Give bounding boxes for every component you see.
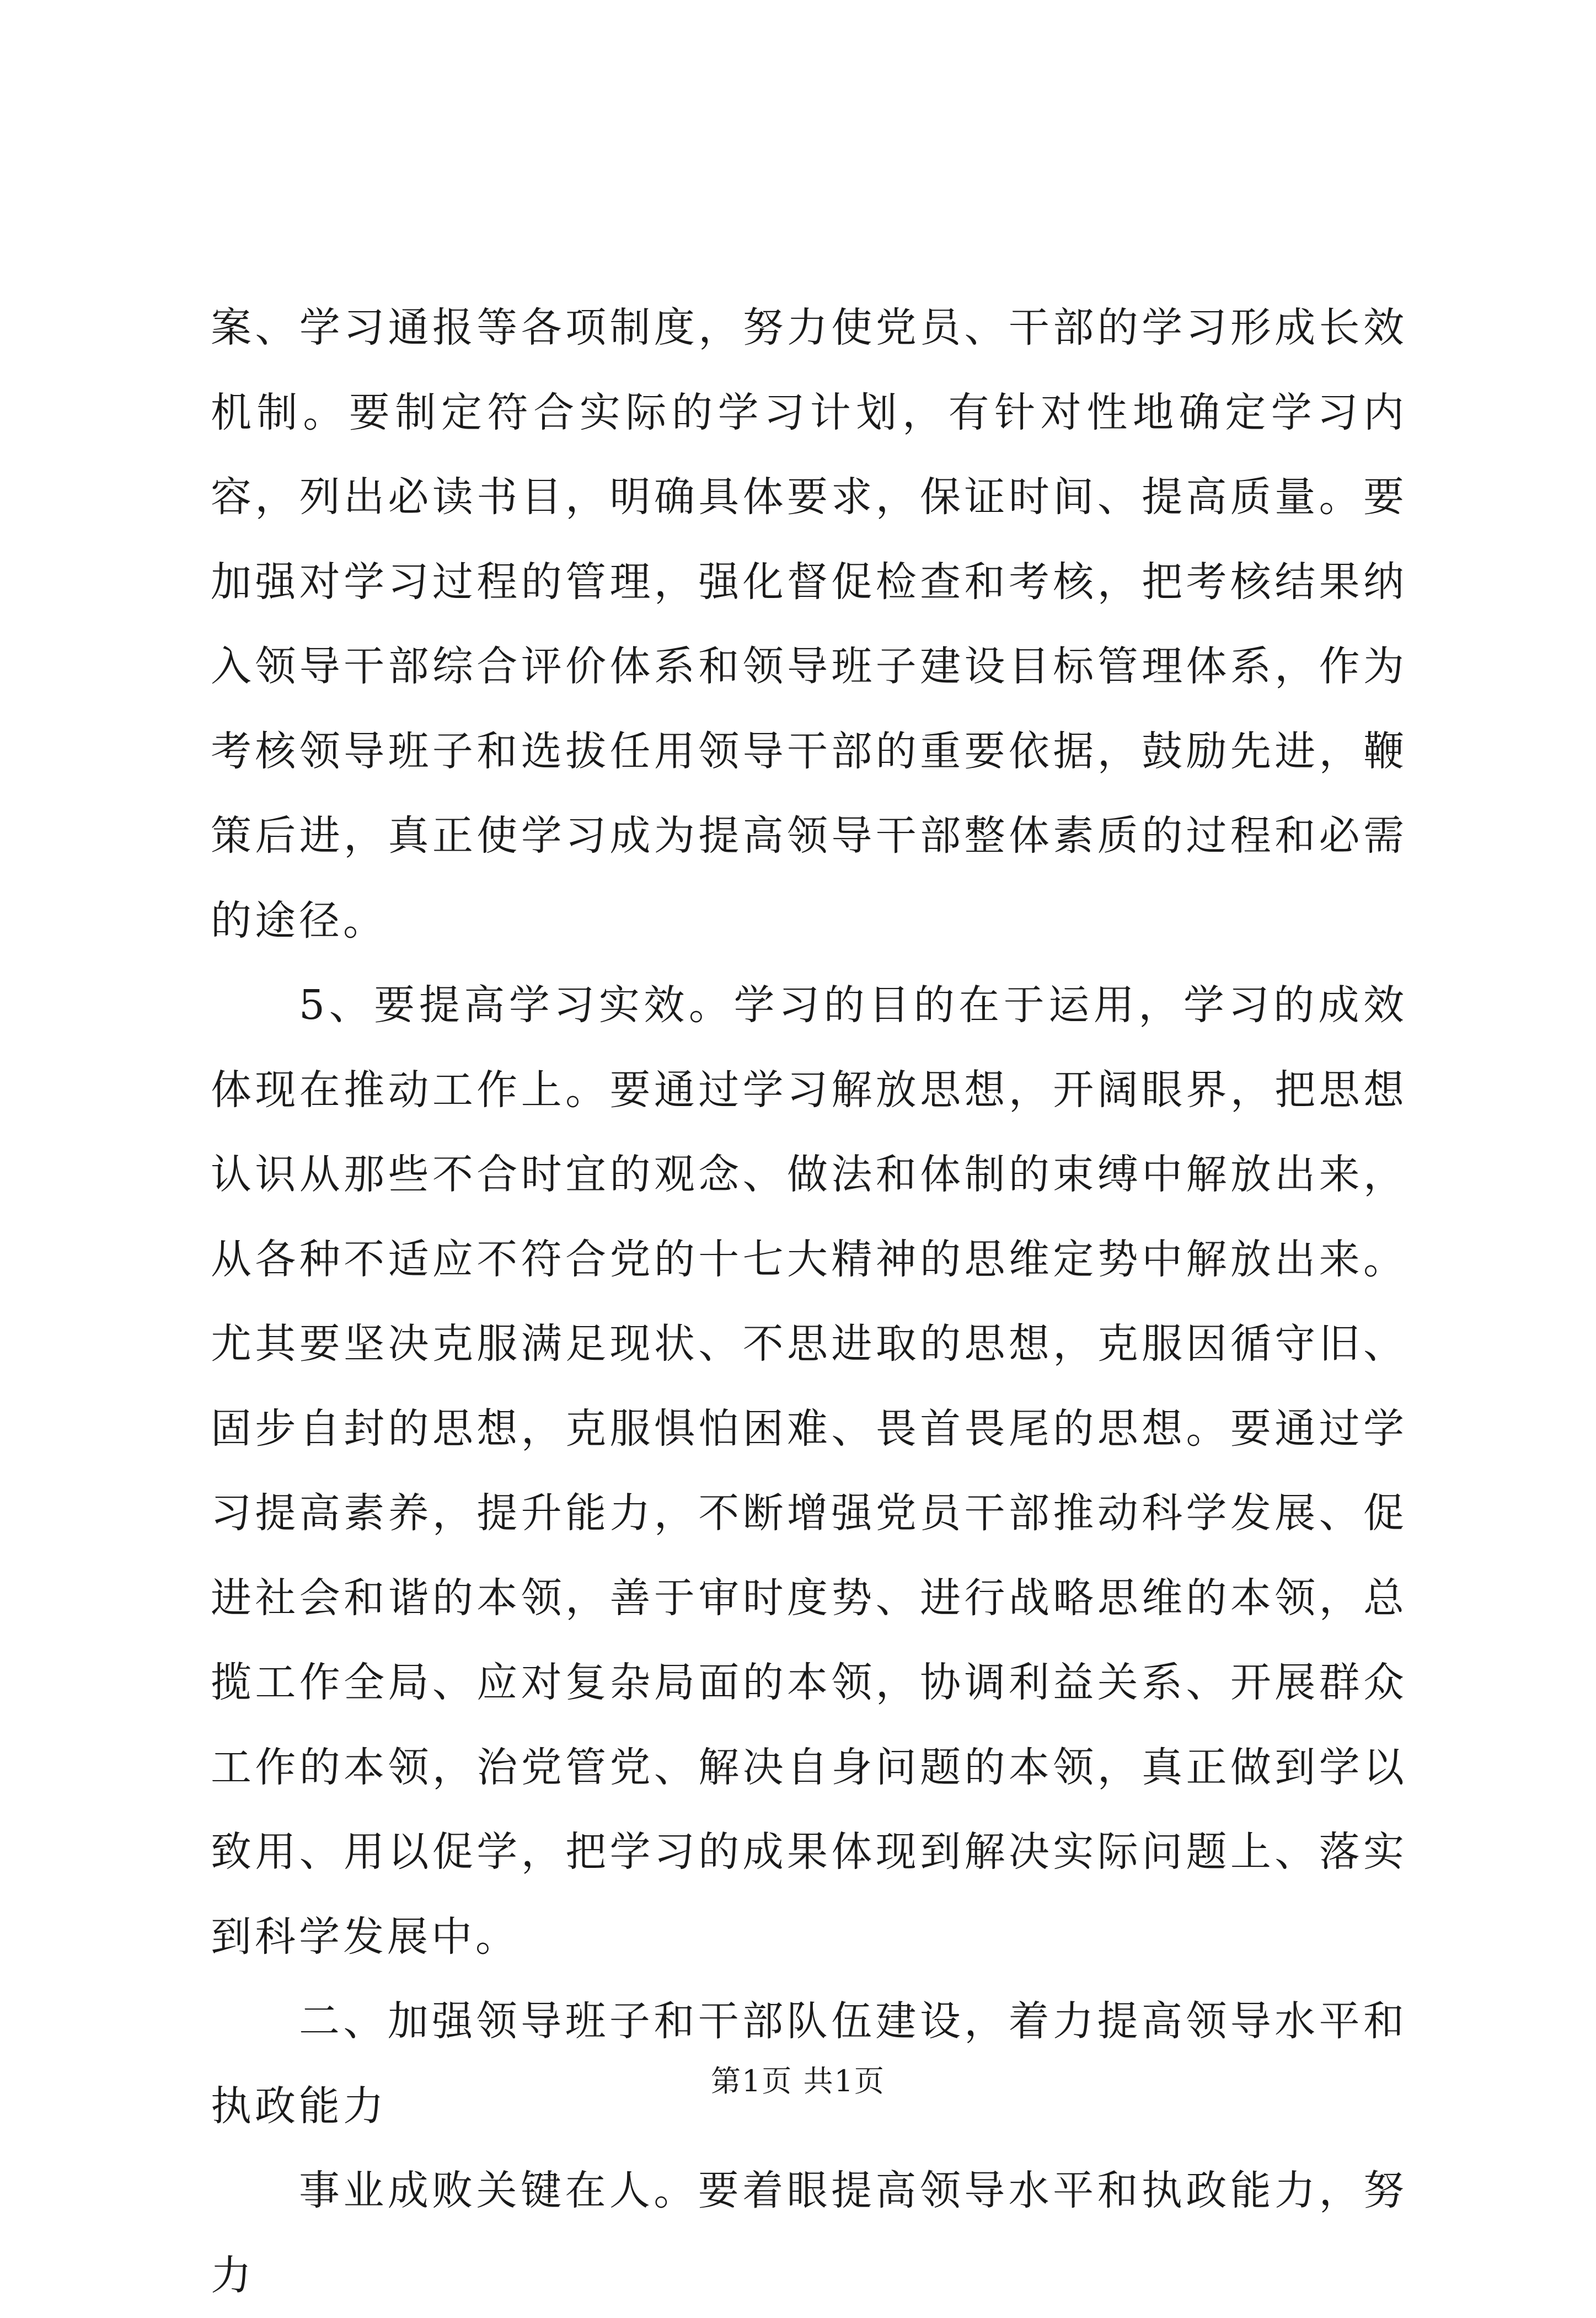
page-footer: 第1页 共1页 bbox=[711, 2064, 885, 2098]
paragraph-item-5: 5、要提高学习实效。学习的目的在于运用，学习的成效体现在推动工作上。要通过学习解放思想，开阔眼界，把思想认识从那些不合时宜的观念、做法和体制的束缚中解放出来，从各种不适应不符合党的十七大精神的思维定势中解放出来。尤其要坚决克服满足现状、不思进取的思想，克服因循守旧、固步自封的思想，克服惧怕困难、畏首畏尾的思想。要通过学习提高素养，提升能力，不断增强党员干部推动科学发展、促进社会和谐的本领，善于审时度势、进行战略思维的本领，总揽工作全局、应对复杂局面的本领，协调利益关系、开展群众工作的本领，治党管党、解决自身问题的本领，真正做到学以致用、用以促学，把学习的成果体现到解决实际问题上、落实到科学发展中。 bbox=[211, 981, 1407, 1961]
body-text bbox=[211, 286, 1407, 2318]
paragraph-section-2-intro: 事业成败关键在人。要着眼提高领导水平和执政能力，努力 bbox=[211, 2167, 1407, 2299]
paragraph-continuation: 案、学习通报等各项制度，努力使党员、干部的学习形成长效机制。要制定符合实际的学习计划，有针对性地确定学习内容，列出必读书目，明确具体要求，保证时间、提高质量。要加强对学习过程的管理，强化督促检查和考核，把考核结果纳入领导干部综合评价体系和领导班子建设目标管理体系，作为考核领导班子和选拔任用领导干部的重要依据，鼓励先进，鞭策后进，真正使学习成为提高领导干部整体素质的过程和必需的途径。 bbox=[211, 304, 1407, 944]
section-heading-2: 二、加强领导班子和干部队伍建设，着力提高领导水平和执政能力 bbox=[211, 1997, 1407, 2130]
